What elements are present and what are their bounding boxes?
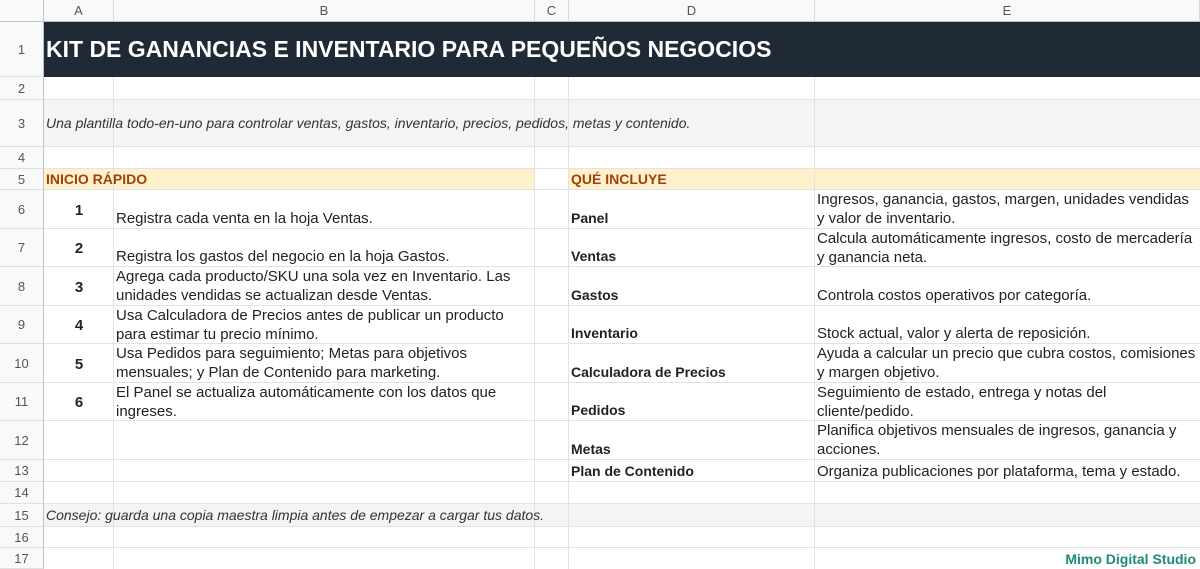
step-text[interactable]: Usa Calculadora de Precios antes de publicar un producto para estimar tu precio mínimo. — [116, 307, 504, 343]
quick-start-heading[interactable]: INICIO RÁPIDO — [46, 171, 148, 187]
row-header-4[interactable]: 4 — [0, 147, 44, 169]
include-description[interactable]: Controla costos operativos por categoría. — [817, 287, 1092, 304]
include-description[interactable]: Organiza publicaciones por plataforma, tema y estado. — [817, 463, 1181, 480]
row-header-12[interactable]: 12 — [0, 421, 44, 460]
includes-heading[interactable]: QUÉ INCLUYE — [571, 171, 667, 187]
row-header-6[interactable]: 6 — [0, 190, 44, 229]
subtitle-text[interactable]: Una plantilla todo-en-uno para controlar ventas, gastos, inventario, precios, pedidos, metas y contenido. — [46, 115, 691, 131]
select-all-corner[interactable] — [0, 0, 44, 22]
row-header-10[interactable]: 10 — [0, 344, 44, 383]
include-name[interactable]: Metas — [571, 441, 611, 457]
step-number[interactable]: 4 — [74, 317, 84, 334]
row-header-8[interactable]: 8 — [0, 267, 44, 306]
include-name[interactable]: Pedidos — [571, 402, 626, 418]
gridline — [44, 526, 1200, 527]
step-number[interactable]: 5 — [74, 356, 84, 373]
row-header-7[interactable]: 7 — [0, 229, 44, 267]
gridline — [44, 547, 1200, 548]
step-number[interactable]: 1 — [74, 202, 84, 219]
row-header-13[interactable]: 13 — [0, 460, 44, 482]
gridline — [44, 503, 1200, 504]
row-header-14[interactable]: 14 — [0, 482, 44, 504]
row-header-1[interactable]: 1 — [0, 22, 44, 77]
step-text[interactable]: Registra los gastos del negocio en la hoja Gastos. — [116, 248, 450, 265]
row-header-17[interactable]: 17 — [0, 548, 44, 569]
step-text[interactable]: Agrega cada producto/SKU una sola vez en Inventario. Las unidades vendidas se actualizan desde Ventas. — [116, 268, 511, 304]
row-header-11[interactable]: 11 — [0, 383, 44, 421]
column-header-d[interactable]: D — [569, 0, 815, 22]
footer-brand[interactable]: Mimo Digital Studio — [1065, 551, 1196, 567]
include-name[interactable]: Plan de Contenido — [571, 463, 694, 479]
gridline — [44, 459, 1200, 460]
tip-text[interactable]: Consejo: guarda una copia maestra limpia antes de empezar a cargar tus datos. — [46, 507, 545, 523]
page-title[interactable]: KIT DE GANANCIAS E INVENTARIO PARA PEQUEÑOS NEGOCIOS — [44, 22, 1200, 77]
step-number[interactable]: 3 — [74, 279, 84, 296]
include-description[interactable]: Seguimiento de estado, entrega y notas del cliente/pedido. — [817, 384, 1107, 420]
row-header-2[interactable]: 2 — [0, 77, 44, 100]
column-header-b[interactable]: B — [114, 0, 535, 22]
column-header-c[interactable]: C — [535, 0, 569, 22]
include-name[interactable]: Gastos — [571, 287, 619, 303]
include-description[interactable]: Stock actual, valor y alerta de reposición. — [817, 325, 1091, 342]
include-name[interactable]: Inventario — [571, 325, 638, 341]
step-text[interactable]: El Panel se actualiza automáticamente con los datos que ingreses. — [116, 384, 497, 420]
include-name[interactable]: Panel — [571, 210, 609, 226]
include-description[interactable]: Planifica objetivos mensuales de ingresos, ganancia y acciones. — [817, 422, 1177, 458]
row-header-16[interactable]: 16 — [0, 527, 44, 548]
row-header-3[interactable]: 3 — [0, 100, 44, 147]
step-text[interactable]: Registra cada venta en la hoja Ventas. — [116, 210, 373, 227]
step-text[interactable]: Usa Pedidos para seguimiento; Metas para objetivos mensuales; y Plan de Contenido para marketing. — [116, 345, 468, 381]
row-header-9[interactable]: 9 — [0, 306, 44, 344]
gridline — [44, 481, 1200, 482]
step-number[interactable]: 6 — [74, 394, 84, 411]
include-description[interactable]: Ingresos, ganancia, gastos, margen, unidades vendidas y valor de inventario. — [817, 191, 1189, 227]
include-description[interactable]: Calcula automáticamente ingresos, costo de mercadería y ganancia neta. — [817, 230, 1193, 266]
column-header-e[interactable]: E — [815, 0, 1200, 22]
include-name[interactable]: Ventas — [571, 248, 617, 264]
include-name[interactable]: Calculadora de Precios — [571, 364, 726, 380]
row-header-15[interactable]: 15 — [0, 504, 44, 527]
step-number[interactable]: 2 — [74, 240, 84, 257]
include-description[interactable]: Ayuda a calcular un precio que cubra costos, comisiones y margen objetivo. — [817, 345, 1196, 381]
column-header-a[interactable]: A — [44, 0, 114, 22]
row-header-5[interactable]: 5 — [0, 169, 44, 190]
